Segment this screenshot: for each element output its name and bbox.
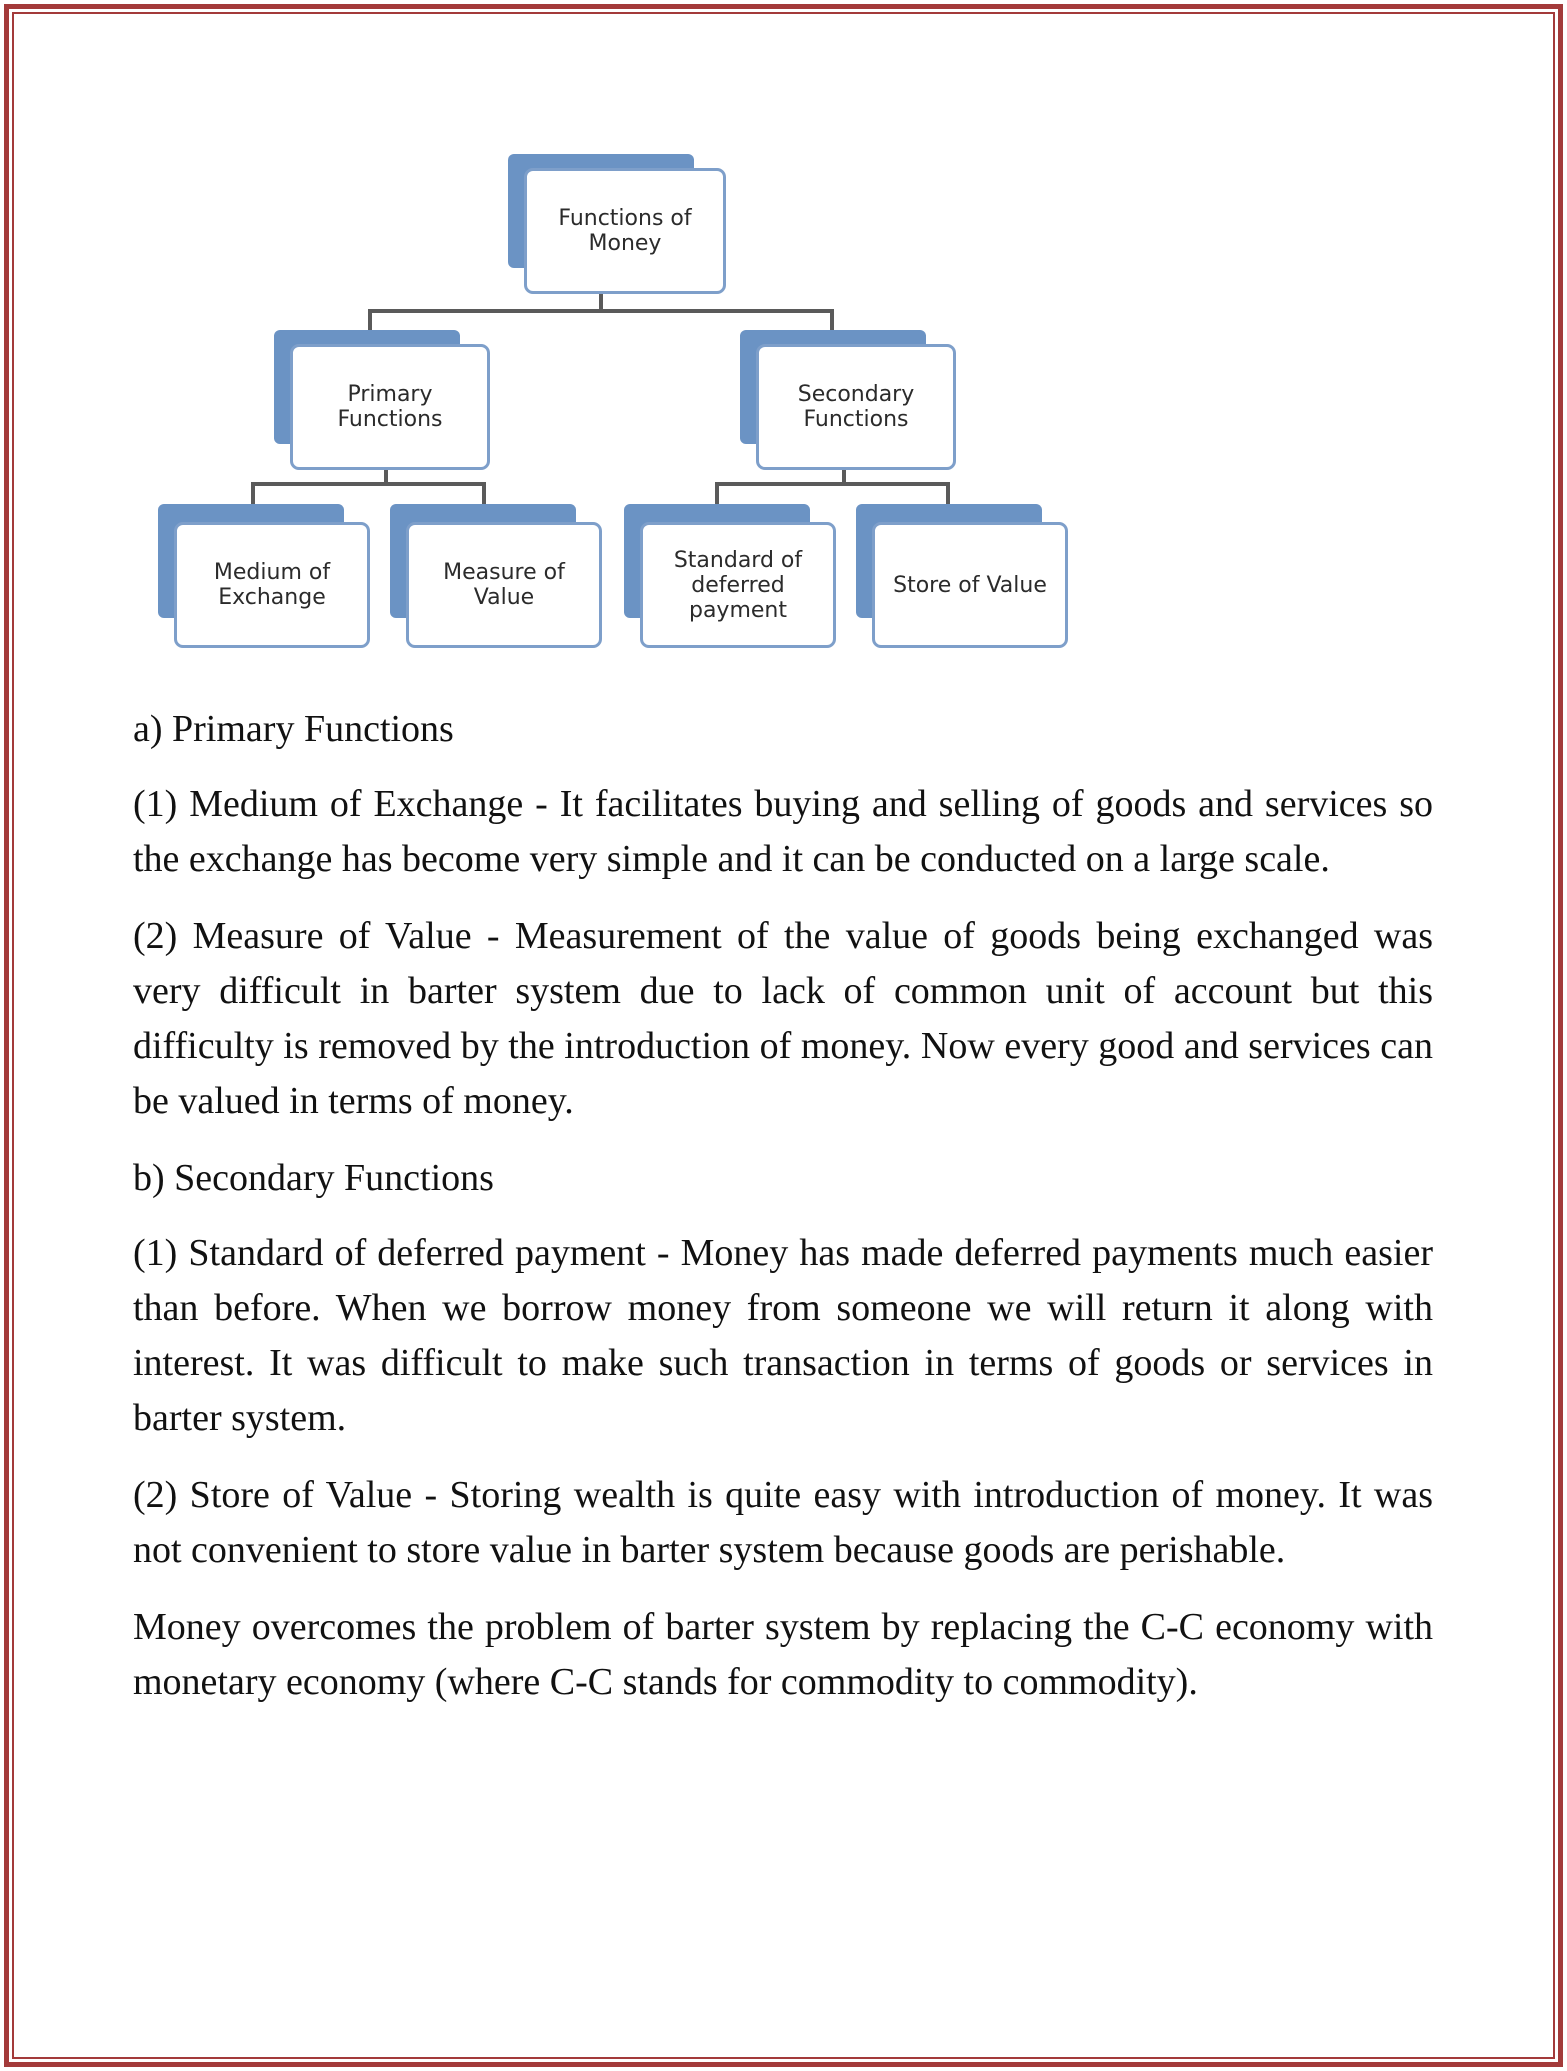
measure-of-value-paragraph: (2) Measure of Value - Measurement of the value of goods being exchanged was very difficult in barter system due to lack of common unit of account but this difficulty is removed by the introduction of money. Now every good and services can be valued in terms of money.: [133, 915, 1433, 1122]
medium-of-exchange-paragraph: (1) Medium of Exchange - It facilitates buying and selling of goods and services so the exchange has become very simple and it can be conducted on a large scale.: [133, 783, 1433, 880]
secondary-functions-heading: b) Secondary Functions: [133, 1157, 494, 1199]
standard-of-deferred-payment-paragraph: (1) Standard of deferred payment - Money has made deferred payments much easier than before. When we borrow money from someone we will return it along with interest. It was difficult to make such transaction in terms of goods or services in barter system.: [133, 1232, 1433, 1439]
functions-of-money-diagram: [0, 0, 1567, 700]
store-of-value-label: Store of Value: [872, 522, 1068, 648]
body-text: [133, 702, 1433, 1732]
root-node-label: Functions of Money: [524, 168, 726, 294]
measure-of-value-label: Measure of Value: [406, 522, 602, 648]
medium-of-exchange-label: Medium of Exchange: [174, 522, 370, 648]
connector-primary-bar: [251, 482, 486, 486]
connector-top-bar: [368, 309, 834, 313]
closing-paragraph: Money overcomes the problem of barter system by replacing the C-C economy with monetary economy (where C-C stands for commodity to commodity).: [133, 1606, 1433, 1703]
primary-functions-heading: a) Primary Functions: [133, 708, 454, 750]
connector-secondary-bar: [715, 482, 950, 486]
store-of-value-paragraph: (2) Store of Value - Storing wealth is quite easy with introduction of money. It was not convenient to store value in barter system because goods are perishable.: [133, 1474, 1433, 1571]
primary-functions-label: Primary Functions: [290, 344, 490, 470]
standard-of-deferred-payment-label: Standard of deferred payment: [640, 522, 836, 648]
secondary-functions-label: Secondary Functions: [756, 344, 956, 470]
